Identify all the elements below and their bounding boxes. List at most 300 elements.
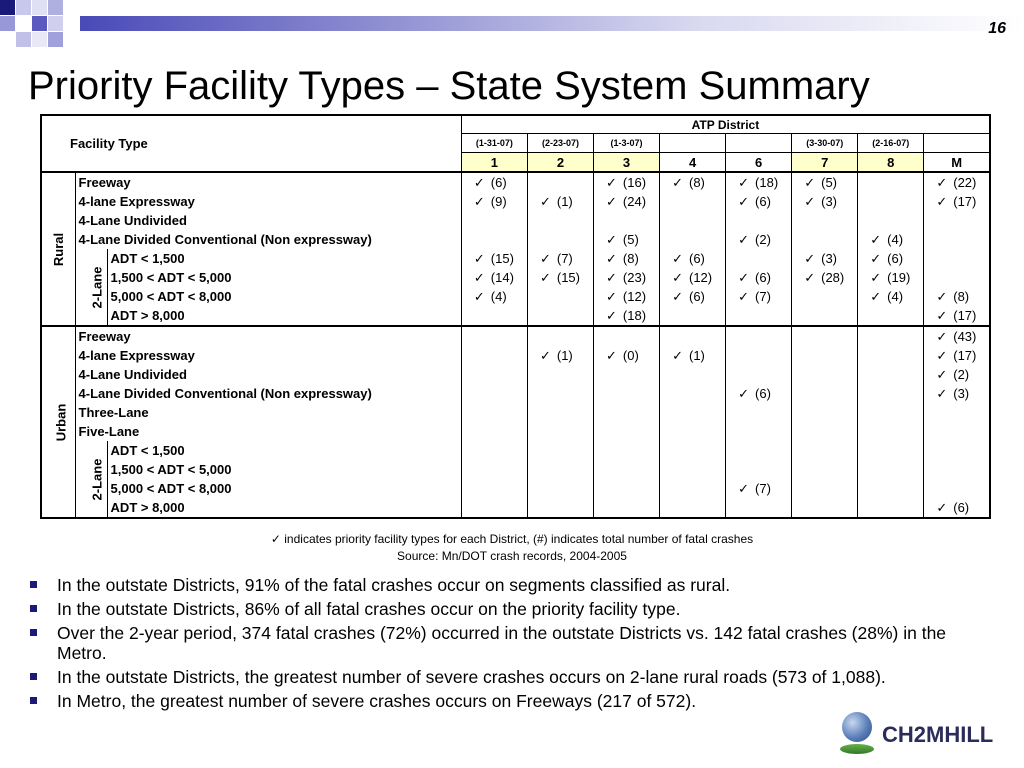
check-icon: ✓ bbox=[936, 174, 948, 190]
rural-group-label bbox=[41, 172, 75, 326]
table-row bbox=[41, 460, 990, 479]
district-value bbox=[461, 192, 527, 211]
table-row bbox=[41, 403, 990, 422]
district-value bbox=[527, 192, 593, 211]
district-value bbox=[792, 268, 858, 287]
district-value bbox=[594, 479, 660, 498]
fatal-count: (6) bbox=[887, 250, 904, 266]
district-value bbox=[858, 498, 924, 518]
check-icon: ✓ bbox=[539, 269, 551, 285]
district-value bbox=[792, 403, 858, 422]
district-value bbox=[527, 498, 593, 518]
district-value bbox=[660, 268, 726, 287]
district-value bbox=[858, 249, 924, 268]
ch2mhill-logo bbox=[840, 712, 1020, 762]
district-value bbox=[924, 172, 990, 192]
district-value bbox=[726, 384, 792, 403]
district-value bbox=[792, 287, 858, 306]
district-value bbox=[461, 460, 527, 479]
fatal-count: (28) bbox=[821, 269, 845, 285]
bullet-item bbox=[30, 691, 990, 711]
district-value bbox=[461, 306, 527, 326]
fatal-count: (1) bbox=[556, 193, 573, 209]
district-value bbox=[594, 346, 660, 365]
district-value bbox=[726, 346, 792, 365]
district-number: 7 bbox=[792, 153, 858, 173]
district-value bbox=[660, 384, 726, 403]
check-icon: ✓ bbox=[606, 250, 617, 266]
check-icon: ✓ bbox=[473, 288, 485, 304]
district-value bbox=[924, 192, 990, 211]
fatal-count: (3) bbox=[821, 250, 837, 266]
facility-label: Five-Lane bbox=[78, 424, 140, 439]
district-value bbox=[527, 306, 593, 326]
square-bullet-icon bbox=[30, 581, 37, 588]
district-value bbox=[594, 326, 660, 346]
district-value bbox=[660, 479, 726, 498]
district-value bbox=[792, 498, 858, 518]
district-value bbox=[858, 230, 924, 249]
district-value bbox=[792, 172, 858, 192]
fatal-count: (3) bbox=[821, 193, 837, 209]
district-value bbox=[660, 230, 726, 249]
check-icon: ✓ bbox=[606, 193, 617, 209]
district-value bbox=[594, 498, 660, 518]
district-value bbox=[792, 441, 858, 460]
logo-base-icon bbox=[840, 744, 874, 754]
district-value bbox=[726, 211, 792, 230]
district-number: 3 bbox=[594, 153, 660, 173]
district-value bbox=[527, 287, 593, 306]
table-footnote: ✓ indicates priority facility types for each District, (#) indicates total number of fatal crashes bbox=[270, 532, 754, 546]
check-icon: ✓ bbox=[936, 328, 948, 344]
district-value bbox=[660, 192, 726, 211]
fatal-count: (3) bbox=[953, 385, 970, 401]
check-icon: ✓ bbox=[870, 269, 882, 285]
district-value bbox=[792, 422, 858, 441]
table-row bbox=[41, 326, 990, 346]
check-icon: ✓ bbox=[870, 250, 882, 266]
facility-label: Freeway bbox=[78, 329, 131, 344]
district-value bbox=[527, 346, 593, 365]
district-value bbox=[726, 306, 792, 326]
district-value bbox=[792, 326, 858, 346]
square-bullet-icon bbox=[30, 629, 37, 636]
check-icon: ✓ bbox=[606, 174, 617, 190]
district-value bbox=[858, 326, 924, 346]
district-date: (2-23-07) bbox=[527, 134, 593, 153]
urban-group-label bbox=[41, 326, 75, 518]
atp-district-header: ATP District bbox=[461, 115, 990, 134]
district-value bbox=[726, 230, 792, 249]
district-value bbox=[726, 326, 792, 346]
district-value bbox=[924, 268, 990, 287]
district-value bbox=[527, 230, 593, 249]
district-value bbox=[594, 249, 660, 268]
district-value bbox=[527, 441, 593, 460]
check-icon: ✓ bbox=[870, 231, 882, 247]
district-value bbox=[527, 249, 593, 268]
district-value bbox=[924, 498, 990, 518]
district-value bbox=[594, 441, 660, 460]
check-icon: ✓ bbox=[473, 174, 485, 190]
district-value bbox=[792, 249, 858, 268]
district-value bbox=[858, 268, 924, 287]
district-value bbox=[461, 287, 527, 306]
district-value bbox=[660, 306, 726, 326]
district-value bbox=[594, 422, 660, 441]
district-value bbox=[461, 346, 527, 365]
district-date: (2-16-07) bbox=[858, 134, 924, 153]
district-value bbox=[594, 384, 660, 403]
header-row bbox=[41, 115, 990, 134]
district-value bbox=[461, 249, 527, 268]
fatal-count: (23) bbox=[622, 269, 647, 285]
check-icon: ✓ bbox=[738, 269, 750, 285]
district-value bbox=[461, 422, 527, 441]
table-source: Source: Mn/DOT crash records, 2004-2005 bbox=[397, 549, 627, 563]
table-row bbox=[41, 211, 990, 230]
fatal-count: (9) bbox=[490, 193, 507, 209]
table-row bbox=[41, 172, 990, 192]
fatal-count: (16) bbox=[622, 174, 647, 190]
fatal-count: (0) bbox=[622, 347, 639, 363]
table-row bbox=[41, 441, 990, 460]
fatal-count: (6) bbox=[688, 250, 705, 266]
check-icon: ✓ bbox=[936, 366, 948, 382]
district-value bbox=[461, 268, 527, 287]
fatal-count: (6) bbox=[490, 174, 507, 190]
fatal-count: (5) bbox=[622, 231, 639, 247]
bullet-list bbox=[30, 575, 990, 715]
district-value bbox=[924, 422, 990, 441]
facility-label: 4-lane Expressway bbox=[78, 194, 195, 209]
fatal-count: (17) bbox=[953, 307, 977, 323]
group-label-text: Rural bbox=[51, 232, 67, 266]
table-row bbox=[41, 365, 990, 384]
district-value bbox=[461, 403, 527, 422]
fatal-count: (8) bbox=[622, 250, 639, 266]
district-value bbox=[924, 460, 990, 479]
district-value bbox=[594, 306, 660, 326]
bullet-text: In Metro, the greatest number of severe crashes occurs on Freeways (217 of 572). bbox=[57, 691, 697, 711]
district-value bbox=[594, 230, 660, 249]
facility-label: 5,000 < ADT < 8,000 bbox=[110, 481, 232, 496]
group-label-text: Urban bbox=[53, 403, 69, 441]
facility-label: Three-Lane bbox=[78, 405, 149, 420]
fatal-count: (24) bbox=[622, 193, 647, 209]
district-value bbox=[858, 365, 924, 384]
district-value bbox=[792, 306, 858, 326]
district-value bbox=[858, 211, 924, 230]
district-value bbox=[924, 230, 990, 249]
district-value bbox=[461, 230, 527, 249]
fatal-count: (7) bbox=[556, 250, 573, 266]
facility-label: ADT > 8,000 bbox=[107, 498, 461, 518]
fatal-count: (7) bbox=[755, 288, 771, 304]
fatal-count: (4) bbox=[490, 288, 507, 304]
table-row bbox=[41, 384, 990, 403]
two-lane-text: 2-Lane bbox=[88, 458, 104, 500]
fatal-count: (12) bbox=[688, 269, 713, 285]
district-value bbox=[527, 365, 593, 384]
district-value bbox=[594, 365, 660, 384]
district-value bbox=[660, 498, 726, 518]
district-value bbox=[527, 403, 593, 422]
district-value bbox=[660, 287, 726, 306]
fatal-count: (1) bbox=[556, 347, 573, 363]
fatal-count: (14) bbox=[490, 269, 514, 285]
facility-label: 4-Lane Divided Conventional (Non expressway) bbox=[78, 386, 372, 401]
square-bullet-icon bbox=[30, 697, 37, 704]
table-row bbox=[41, 306, 990, 326]
logo-text: CH2MHILL bbox=[882, 722, 994, 747]
bullet-item bbox=[30, 667, 990, 687]
check-icon: ✓ bbox=[606, 288, 617, 304]
check-icon: ✓ bbox=[738, 231, 750, 247]
facility-summary-table bbox=[40, 114, 991, 519]
bullet-text: In the outstate Districts, the greatest number of severe crashes occurs on 2-lane rural roads (573 of 1,088). bbox=[57, 667, 886, 687]
district-value bbox=[660, 346, 726, 365]
check-icon: ✓ bbox=[672, 174, 683, 190]
district-value bbox=[792, 346, 858, 365]
district-value bbox=[792, 460, 858, 479]
district-value bbox=[726, 460, 792, 479]
check-icon: ✓ bbox=[672, 269, 683, 285]
district-value bbox=[594, 172, 660, 192]
bullet-item bbox=[30, 623, 990, 663]
district-value bbox=[594, 268, 660, 287]
facility-label: ADT < 1,500 bbox=[110, 443, 185, 458]
square-bullet-icon bbox=[30, 605, 37, 612]
check-icon: ✓ bbox=[804, 269, 816, 285]
table-row bbox=[41, 287, 990, 306]
district-value bbox=[660, 172, 726, 192]
district-value bbox=[461, 172, 527, 192]
district-value bbox=[858, 346, 924, 365]
logo-sphere-icon bbox=[842, 712, 872, 742]
district-value bbox=[660, 249, 726, 268]
district-value bbox=[792, 479, 858, 498]
district-value bbox=[594, 211, 660, 230]
district-value bbox=[594, 460, 660, 479]
facility-label: 1,500 < ADT < 5,000 bbox=[110, 270, 232, 285]
table-row bbox=[41, 346, 990, 365]
check-icon: ✓ bbox=[804, 174, 816, 190]
district-value bbox=[924, 479, 990, 498]
district-value bbox=[924, 346, 990, 365]
fatal-count: (17) bbox=[953, 193, 977, 209]
district-date bbox=[924, 134, 990, 153]
two-lane-label bbox=[75, 441, 107, 518]
district-value bbox=[726, 249, 792, 268]
check-icon: ✓ bbox=[738, 288, 750, 304]
district-value bbox=[527, 326, 593, 346]
fatal-count: (5) bbox=[821, 174, 837, 190]
facility-label: ADT < 1,500 bbox=[110, 251, 185, 266]
fatal-count: (6) bbox=[953, 499, 970, 515]
district-number: 4 bbox=[660, 153, 726, 173]
district-value bbox=[924, 306, 990, 326]
district-value bbox=[924, 365, 990, 384]
district-value bbox=[527, 479, 593, 498]
fatal-count: (8) bbox=[953, 288, 970, 304]
fatal-count: (43) bbox=[953, 328, 977, 344]
district-value bbox=[527, 211, 593, 230]
district-date: (1-3-07) bbox=[594, 134, 660, 153]
district-value bbox=[461, 326, 527, 346]
district-value bbox=[726, 287, 792, 306]
fatal-count: (6) bbox=[755, 269, 771, 285]
district-date bbox=[726, 134, 792, 153]
fatal-count: (22) bbox=[953, 174, 977, 190]
district-value bbox=[726, 441, 792, 460]
check-icon: ✓ bbox=[539, 193, 551, 209]
district-value bbox=[726, 422, 792, 441]
check-icon: ✓ bbox=[672, 347, 683, 363]
district-value bbox=[792, 192, 858, 211]
district-date bbox=[660, 134, 726, 153]
check-icon: ✓ bbox=[804, 193, 816, 209]
table-row bbox=[41, 230, 990, 249]
fatal-count: (18) bbox=[755, 174, 779, 190]
facility-label: Freeway bbox=[78, 175, 131, 190]
facility-label: 1,500 < ADT < 5,000 bbox=[110, 462, 232, 477]
check-icon: ✓ bbox=[936, 385, 948, 401]
bullet-item bbox=[30, 599, 990, 619]
district-value bbox=[924, 211, 990, 230]
district-value bbox=[594, 192, 660, 211]
facility-label: 4-lane Expressway bbox=[78, 348, 195, 363]
fatal-count: (6) bbox=[688, 288, 705, 304]
check-icon: ✓ bbox=[606, 231, 617, 247]
check-icon: ✓ bbox=[936, 347, 948, 363]
fatal-count: (6) bbox=[755, 193, 771, 209]
district-value bbox=[792, 211, 858, 230]
district-value bbox=[858, 479, 924, 498]
corner-decoration bbox=[0, 0, 80, 64]
district-value bbox=[660, 403, 726, 422]
fatal-count: (6) bbox=[755, 385, 771, 401]
district-number: 1 bbox=[461, 153, 527, 173]
slide-title: Priority Facility Types – State System Summary bbox=[28, 64, 870, 108]
header-gradient-bar bbox=[80, 16, 1024, 31]
district-value bbox=[858, 384, 924, 403]
check-icon: ✓ bbox=[539, 250, 551, 266]
check-icon: ✓ bbox=[672, 288, 683, 304]
district-value bbox=[660, 460, 726, 479]
district-value bbox=[726, 268, 792, 287]
facility-label: 4-Lane Undivided bbox=[78, 213, 187, 228]
fatal-count: (12) bbox=[622, 288, 647, 304]
fatal-count: (4) bbox=[887, 288, 904, 304]
fatal-count: (8) bbox=[688, 174, 705, 190]
check-icon: ✓ bbox=[936, 288, 948, 304]
district-value bbox=[726, 192, 792, 211]
table-row bbox=[41, 249, 990, 268]
district-number: 6 bbox=[726, 153, 792, 173]
district-value bbox=[660, 211, 726, 230]
facility-label: 4-Lane Divided Conventional (Non expressway) bbox=[78, 232, 372, 247]
district-number: M bbox=[924, 153, 990, 173]
fatal-count: (15) bbox=[556, 269, 580, 285]
district-value bbox=[461, 365, 527, 384]
district-value bbox=[924, 403, 990, 422]
bullet-text: Over the 2-year period, 374 fatal crashes (72%) occurred in the outstate Districts vs. 142 fatal crashes (28%) in the Metro. bbox=[57, 623, 947, 663]
table-row bbox=[41, 498, 990, 518]
district-value bbox=[858, 403, 924, 422]
district-date: (3-30-07) bbox=[792, 134, 858, 153]
district-value bbox=[726, 498, 792, 518]
district-value bbox=[594, 403, 660, 422]
page-number: 16 bbox=[988, 20, 1006, 37]
fatal-count: (2) bbox=[755, 231, 771, 247]
district-value bbox=[792, 230, 858, 249]
facility-label: 5,000 < ADT < 8,000 bbox=[110, 289, 232, 304]
bullet-text: In the outstate Districts, 91% of the fatal crashes occur on segments classified as rural. bbox=[57, 575, 731, 595]
two-lane-text: 2-Lane bbox=[88, 266, 104, 308]
check-icon: ✓ bbox=[936, 193, 948, 209]
district-value bbox=[858, 460, 924, 479]
fatal-count: (2) bbox=[953, 366, 970, 382]
district-value bbox=[660, 441, 726, 460]
district-value bbox=[726, 403, 792, 422]
fatal-count: (18) bbox=[622, 307, 647, 323]
district-value bbox=[858, 306, 924, 326]
district-number: 2 bbox=[527, 153, 593, 173]
check-icon: ✓ bbox=[672, 250, 683, 266]
district-value bbox=[594, 287, 660, 306]
district-value bbox=[924, 287, 990, 306]
district-date: (1-31-07) bbox=[461, 134, 527, 153]
check-icon: ✓ bbox=[606, 347, 617, 363]
district-value bbox=[527, 422, 593, 441]
fatal-count: (1) bbox=[688, 347, 705, 363]
square-bullet-icon bbox=[30, 673, 37, 680]
check-icon: ✓ bbox=[738, 193, 750, 209]
district-value bbox=[461, 441, 527, 460]
district-value bbox=[858, 287, 924, 306]
district-value bbox=[461, 384, 527, 403]
check-icon: ✓ bbox=[473, 193, 485, 209]
facility-label: 4-Lane Undivided bbox=[78, 367, 187, 382]
district-value bbox=[461, 211, 527, 230]
district-value bbox=[527, 384, 593, 403]
check-icon: ✓ bbox=[738, 174, 750, 190]
check-icon: ✓ bbox=[473, 269, 485, 285]
district-number: 8 bbox=[858, 153, 924, 173]
check-icon: ✓ bbox=[606, 307, 617, 323]
facility-type-header: Facility Type bbox=[41, 115, 461, 172]
check-icon: ✓ bbox=[936, 307, 948, 323]
table-row bbox=[41, 268, 990, 287]
district-value bbox=[858, 441, 924, 460]
district-value bbox=[858, 172, 924, 192]
check-icon: ✓ bbox=[870, 288, 882, 304]
check-icon: ✓ bbox=[606, 269, 617, 285]
table-row bbox=[41, 479, 990, 498]
bullet-text: In the outstate Districts, 86% of all fatal crashes occur on the priority facility type. bbox=[57, 599, 681, 619]
check-icon: ✓ bbox=[738, 480, 750, 496]
table-row bbox=[41, 192, 990, 211]
district-value bbox=[858, 192, 924, 211]
district-value bbox=[527, 460, 593, 479]
district-value bbox=[527, 268, 593, 287]
district-value bbox=[461, 479, 527, 498]
fatal-count: (17) bbox=[953, 347, 977, 363]
facility-label: ADT > 8,000 bbox=[107, 306, 461, 326]
district-value bbox=[792, 384, 858, 403]
